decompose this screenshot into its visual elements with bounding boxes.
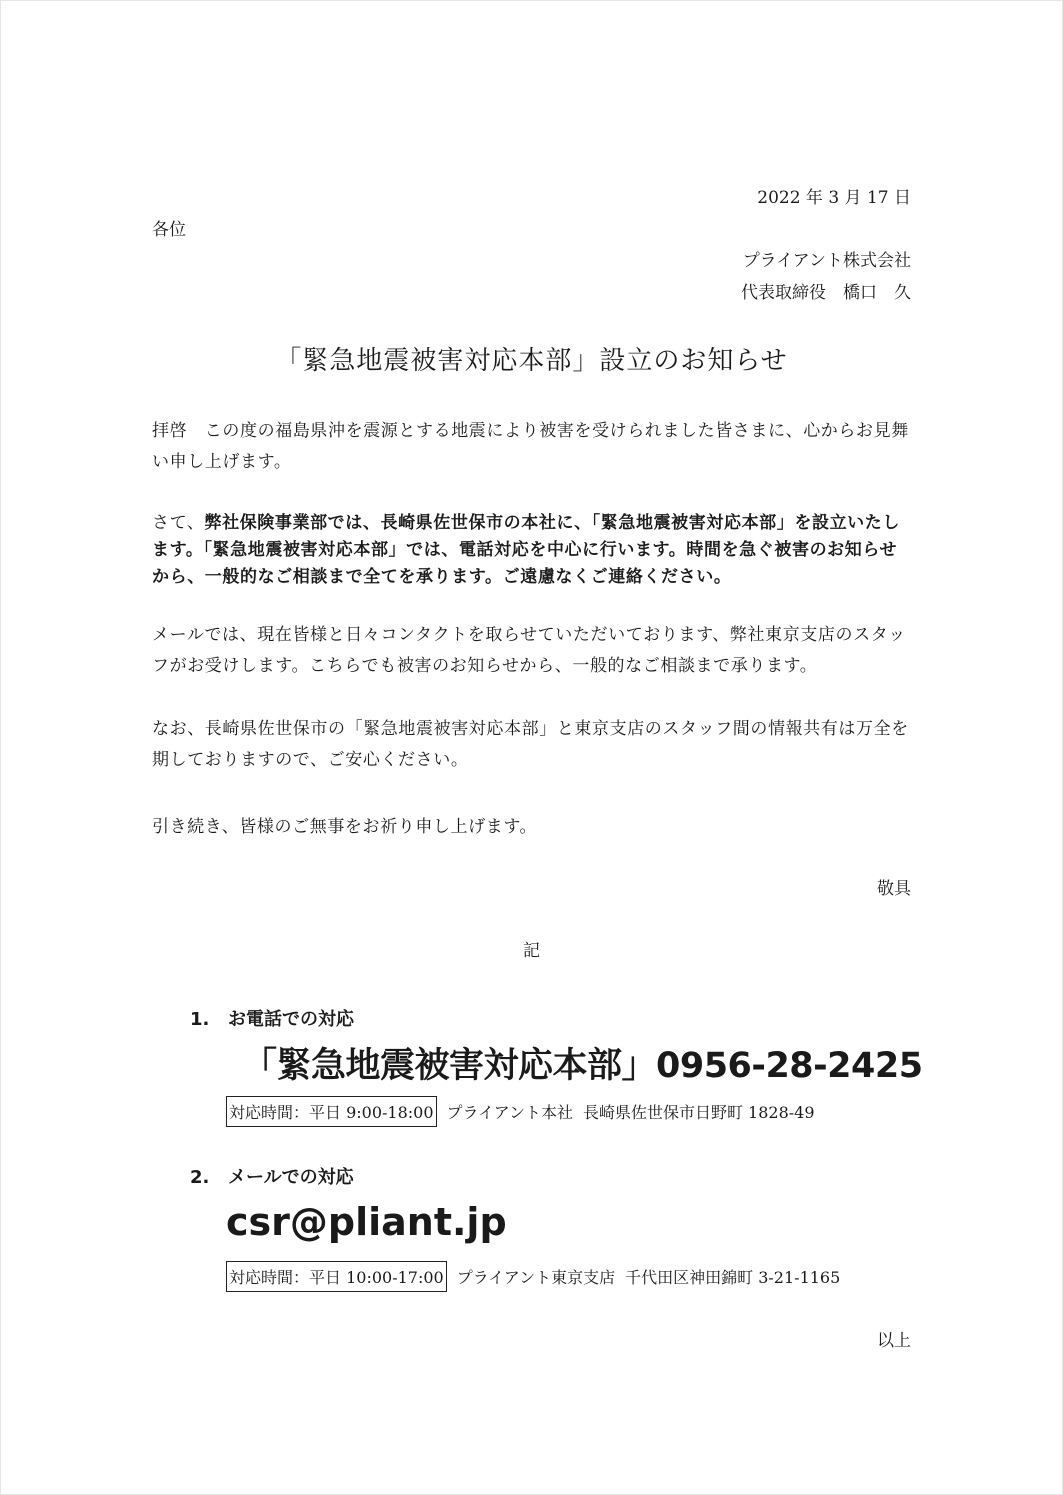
phone-number[interactable]: 「緊急地震被害対応本部」0956-28-2425 <box>242 1046 923 1086</box>
location-name: プライアント本社 <box>446 1103 573 1122</box>
location-name: プライアント東京支店 <box>456 1268 616 1287</box>
section-number: 2. <box>190 1167 210 1188</box>
paragraph-announcement-prefix: さて、 <box>152 513 205 533</box>
paragraph-info-sharing: なお、長崎県佐世保市の「緊急地震被害対応本部」と東京支店のスタッフ間の情報共有は万全を期しておりますので、ご安心ください。 <box>152 719 909 770</box>
paragraph-announcement-bold: 弊社保険事業部では、長崎県佐世保市の本社に、「緊急地震被害対応本部」を設立いたします。「緊急地震被害対応本部」では、電話対応を中心に行います。時間を急ぐ被害のお知らせから、一般的なご相談まで全てを承ります。ご遠慮なくご連絡ください。 <box>152 513 900 587</box>
ki-mark: 記 <box>523 941 540 961</box>
company-name: プライアント株式会社 <box>742 251 911 271</box>
address: 長崎県佐世保市日野町 1828-49 <box>582 1103 815 1122</box>
paragraph-wishes: 引き続き、皆様のご無事をお祈り申し上げます。 <box>152 817 538 837</box>
email-hours-line <box>226 1261 840 1292</box>
address: 千代田区神田錦町 3-21-1165 <box>625 1268 841 1287</box>
representative: 代表取締役 橋口 久 <box>741 283 911 303</box>
hours-box: 対応時間：平日 10:00-17:00 <box>226 1261 447 1292</box>
section-title: メールでの対応 <box>228 1167 354 1188</box>
paragraph-email-info: メールでは、現在皆様と日々コンタクトを取らせていただいております、弊社東京支店のスタッフがお受けします。こちらでも被害のお知らせから、一般的なご相談まで承ります。 <box>152 625 906 676</box>
phone-hours-line <box>226 1096 815 1127</box>
hours-box: 対応時間：平日 9:00-18:00 <box>226 1096 437 1127</box>
section-phone-heading <box>190 1005 354 1031</box>
paragraph-announcement <box>152 510 912 591</box>
section-email-heading <box>190 1163 354 1189</box>
section-number: 1. <box>190 1009 210 1030</box>
letter-date: 2022 年 3 月 17 日 <box>757 188 911 208</box>
section-title: お電話での対応 <box>228 1009 354 1030</box>
page-title: 「緊急地震被害対応本部」設立のお知らせ <box>275 346 788 376</box>
end-mark: 以上 <box>877 1331 911 1351</box>
email-address[interactable]: csr@pliant.jp <box>226 1200 507 1244</box>
closing-word: 敬具 <box>877 879 911 899</box>
paragraph-greeting: 拝啓 この度の福島県沖を震源とする地震により被害を受けられました皆さまに、心からお見舞い申し上げます。 <box>152 421 909 472</box>
recipient: 各位 <box>152 220 186 240</box>
